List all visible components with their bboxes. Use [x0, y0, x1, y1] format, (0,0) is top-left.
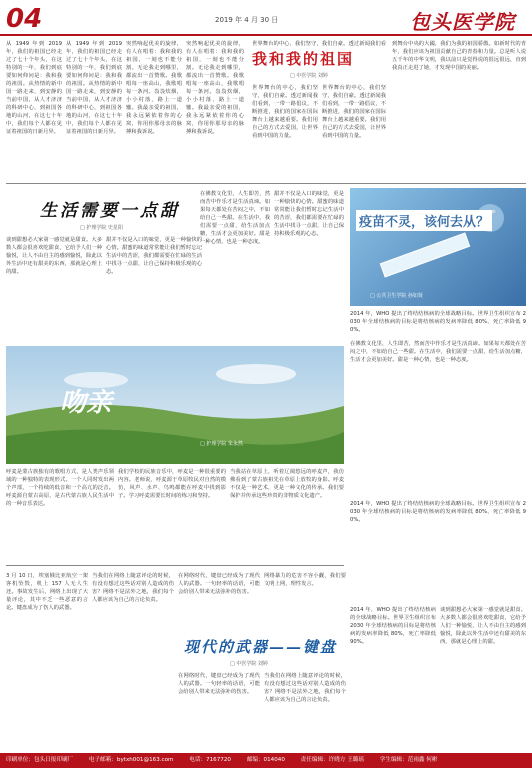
- motherland-col4: 到舞台中央的大國，我们为我的祖国骄傲。如新时代的青年，我们应该为祖国贡献自己的青春和力量。总是听人说五千年的中华文明，我以前只是觉得说的很远很远，直到我真正走进了她，才发现中国的美丽。: [392, 41, 526, 71]
- motherland-col1: 从 1949 年到 2019 年，我们的祖国已经走过了七十个年头，在这特别的一年，我们到底要如何仰问是：我和我的祖国。从热情的新中国一路走来，到安静的当前中国，从人才济济的科研中心，到祖国各地的山河，在这七十年中，我们每个人都在见证着祖国的日新月异。: [6, 41, 62, 135]
- life-title: 生活需要一点甜: [40, 201, 180, 221]
- kiss-caption: □ 护理学院 朱永然: [200, 441, 243, 447]
- footer-email: 电子邮箱：bytxh001@163.com: [88, 757, 174, 763]
- life-col3: 在佛教文化里，人生即苦，然而苦中作乐才是生活真谛。如果每天都处在苦闷之中，不如给自己一些甜。在生活中，我们需要一点甜，给生活加点糖，生活才会更加美好。甜是一种心情，也是一种态度。: [200, 191, 270, 245]
- keyboard-col3b: 在网络时代，键盘已经成为了现代人的武器。一句轻率的话语，可能会给别人带来无法弥补的伤害。: [178, 673, 260, 695]
- footer-print: 印刷单位：包头日报印刷厂: [6, 757, 74, 763]
- motherland-title: 我和我的祖国: [252, 50, 355, 68]
- keyboard-col2: 当我们在网络上随意评论的时候，有没有想过这些话对别人造成的伤害？网络不是法外之地，我们每个人都应该为自己的言论负责。: [92, 573, 174, 603]
- keyboard-col3: 在网络时代，键盘已经成为了现代人的武器。一句轻率的话语，可能会给别人带来无法弥补的伤害。: [178, 573, 260, 595]
- footer-bar: [0, 753, 532, 768]
- motherland-col3b: 世界舞台的中心，我们坚守，我们自豪。透过新闻我们看到，一带一路倡议，不断推进，我们的国家在国际舞台上越来越重要。我们用自己的方式去爱国，让世界看到中国的力量。: [322, 85, 386, 139]
- vaccine-byline: □ 公共卫生学院 孙如贤: [370, 293, 423, 299]
- kiss-col3: 当我站在草原上，听着辽阔悠远的呼麦声，我仿佛看到了蒙古族祖先在草原上放牧的身影。呼麦不仅是一种艺术，更是一种文化的传承。我们要保护并传承这些珍贵的非物质文化遗产。: [230, 469, 344, 499]
- keyboard-col4: 网络暴力的危害不容小觑，我们要文明上网，理性发言。: [264, 573, 346, 587]
- kiss-title: 吻亲: [60, 388, 113, 418]
- motherland-col3: 世界舞台的中心，我们坚守，我们自豪。透过新闻我们看到，一带一路倡议，不断推进，我们的国家在国际舞台上越来越重要。我们用自己的方式去爱国，让世界看到中国的力量。: [252, 85, 318, 139]
- vaccine-col1: 2014 年，WHO 提出了终结结核病的全球战略目标。世界卫生组织宣布 2030 年全球结核病的目标是将结核病的发病率降低 80%，死亡率降低 90%。: [350, 311, 526, 333]
- life-col1: 谈到甜想必大家第一感觉就是甜食。大多数人都会很喜欢吃甜食，它给予人们一种愉悦，让人不由自主的感到愉悦，除此以外生活中还有甜美的东西，那就是心理上的甜。: [6, 237, 102, 275]
- motherland-col1b: 从 1949 年到 2019 年，我们的祖国已经走过了七十个年头，在这特别的一年，我们到底要如何仰问是：我和我的祖国。从热情的新中国一路走来，到安静的当前中国，从人才济济的科研中心，到祖国各地的山河，在这七十年中，我们每个人都在见证着祖国的日新月异。: [66, 41, 122, 135]
- grassland-photo: [6, 346, 344, 464]
- footer-student-editors: 学生编辑：范雨鑫 何彬: [379, 757, 438, 763]
- vaccine-photo: [350, 188, 526, 306]
- vaccine-title: 疫苗不灵，该何去从？: [356, 210, 492, 231]
- motherland-col3-top: 世界舞台的中心，我们坚守，我们自豪。透过新闻我们看: [252, 41, 386, 47]
- footer-editors: 责任编辑：许晓方 王璐瑶: [300, 757, 364, 763]
- vaccine-col3: 谈到甜想必大家第一感觉就是甜食。大多数人都会很喜欢吃甜食，它给予人们一种愉悦，让人不由自主的感到愉悦，除此以外生活中还有甜美的东西，那就是心理上的甜。: [440, 607, 526, 645]
- section-divider-2: [6, 565, 344, 566]
- motherland-byline: □ 中医学院 刘婷: [290, 73, 328, 79]
- footer-postcode: 邮编：014040: [246, 757, 285, 763]
- brand-logo: 包头医学院: [410, 10, 515, 34]
- life-col3b: 甜并不仅是入口的味觉，更是一种愉快的心情。甜蜜的味道常常能让我们暂时忘记生活中的苦涩，我们都需要在忙碌的生活中找寻一点甜，让自己保持积极乐观的心态。: [274, 191, 344, 237]
- life-col2: 甜并不仅是入口的味觉，更是一种愉快的心情。甜蜜的味道常常能让我们暂时忘记生活中的苦涩，我们都需要在忙碌的生活中找寻一点甜，让自己保持积极乐观的心态。: [106, 237, 202, 275]
- vaccine-col1b: 在佛教文化里，人生即苦，然而苦中作乐才是生活真谛。如果每天都处在苦闷之中，不如给自己一些甜。在生活中，我们需要一点甜，给生活加点糖，生活才会更加美好。甜是一种心情，也是一种态度。: [350, 341, 526, 363]
- motherland-col2: 突然响起优美的旋律，有人在唱着：我和我的祖国，一刻也不能分割。无论我走到哪里，都流出一首赞歌。我歌唱每一座高山，我歌唱每一条河。袅袅炊烟，小小村落，路上一道辙。我最亲爱的祖国，我永远紧依着你的心窝，你用你那母亲的脉搏和我诉说。: [126, 41, 182, 135]
- kiss-col1: 呼麦是蒙古族独有的歌唱方式，是人类声乐领域的一种独特的表现形式。一个人同时发出两个声部，一个持续的低音和一个高亢的泛音。呼麦源自蒙古高原，是古代蒙古族人民生活中的一种音乐表达。: [6, 469, 114, 507]
- keyboard-col4b: 当我们在网络上随意评论的时候，有没有想过这些话对别人造成的伤害？网络不是法外之地，我们每个人都应该为自己的言论负责。: [264, 673, 346, 703]
- section-divider-1: [6, 183, 526, 184]
- keyboard-title: 现代的武器——键盘: [184, 638, 338, 656]
- vaccine-col2: 2014 年，WHO 提出了终结结核病的全球战略目标。世界卫生组织宣布 2030 年全球结核病的目标是将结核病的发病率降低 80%，死亡率降低 90%。: [350, 607, 436, 645]
- keyboard-col1: 3 月 10 日，埃塞俄比亚航空一架客机坠毁，机上 157 人无人生还。事故发生后，网络上出现了大量评论，其中不乏一些恶意的言论。键盘成为了伤人的武器。: [6, 573, 88, 611]
- kiss-col2: 我们学校的民族音乐中，呼麦是一种很重要的内容。老师说，呼麦源于草原牧民对自然的模仿，风声、水声、鸟鸣都能在呼麦中找到影子。学习呼麦需要长时间的练习和坚持。: [118, 469, 226, 499]
- motherland-col2b: 突然响起优美的旋律，有人在唱着：我和我的祖国，一刻也不能分割。无论我走到哪里，都流出一首赞歌。我歌唱每一座高山，我歌唱每一条河。袅袅炊烟，小小村落，路上一道辙。我最亲爱的祖国，我永远紧依着你的心窝，你用你那母亲的脉搏和我诉说。: [186, 41, 244, 135]
- issue-date: 2019 年 4 月 30 日: [215, 16, 279, 24]
- footer-phone: 电话：7167720: [189, 757, 231, 763]
- page-number: 04: [6, 4, 43, 34]
- life-byline: □ 护理学院 史星阳: [80, 225, 123, 231]
- keyboard-byline: □ 中医学院 刘婷: [230, 661, 268, 667]
- vaccine-col1c: 2014 年，WHO 提出了终结结核病的全球战略目标。世界卫生组织宣布 2030 年全球结核病的目标是将结核病的发病率降低 80%，死亡率降低 90%。: [350, 501, 526, 523]
- syringe-icon: [350, 188, 526, 306]
